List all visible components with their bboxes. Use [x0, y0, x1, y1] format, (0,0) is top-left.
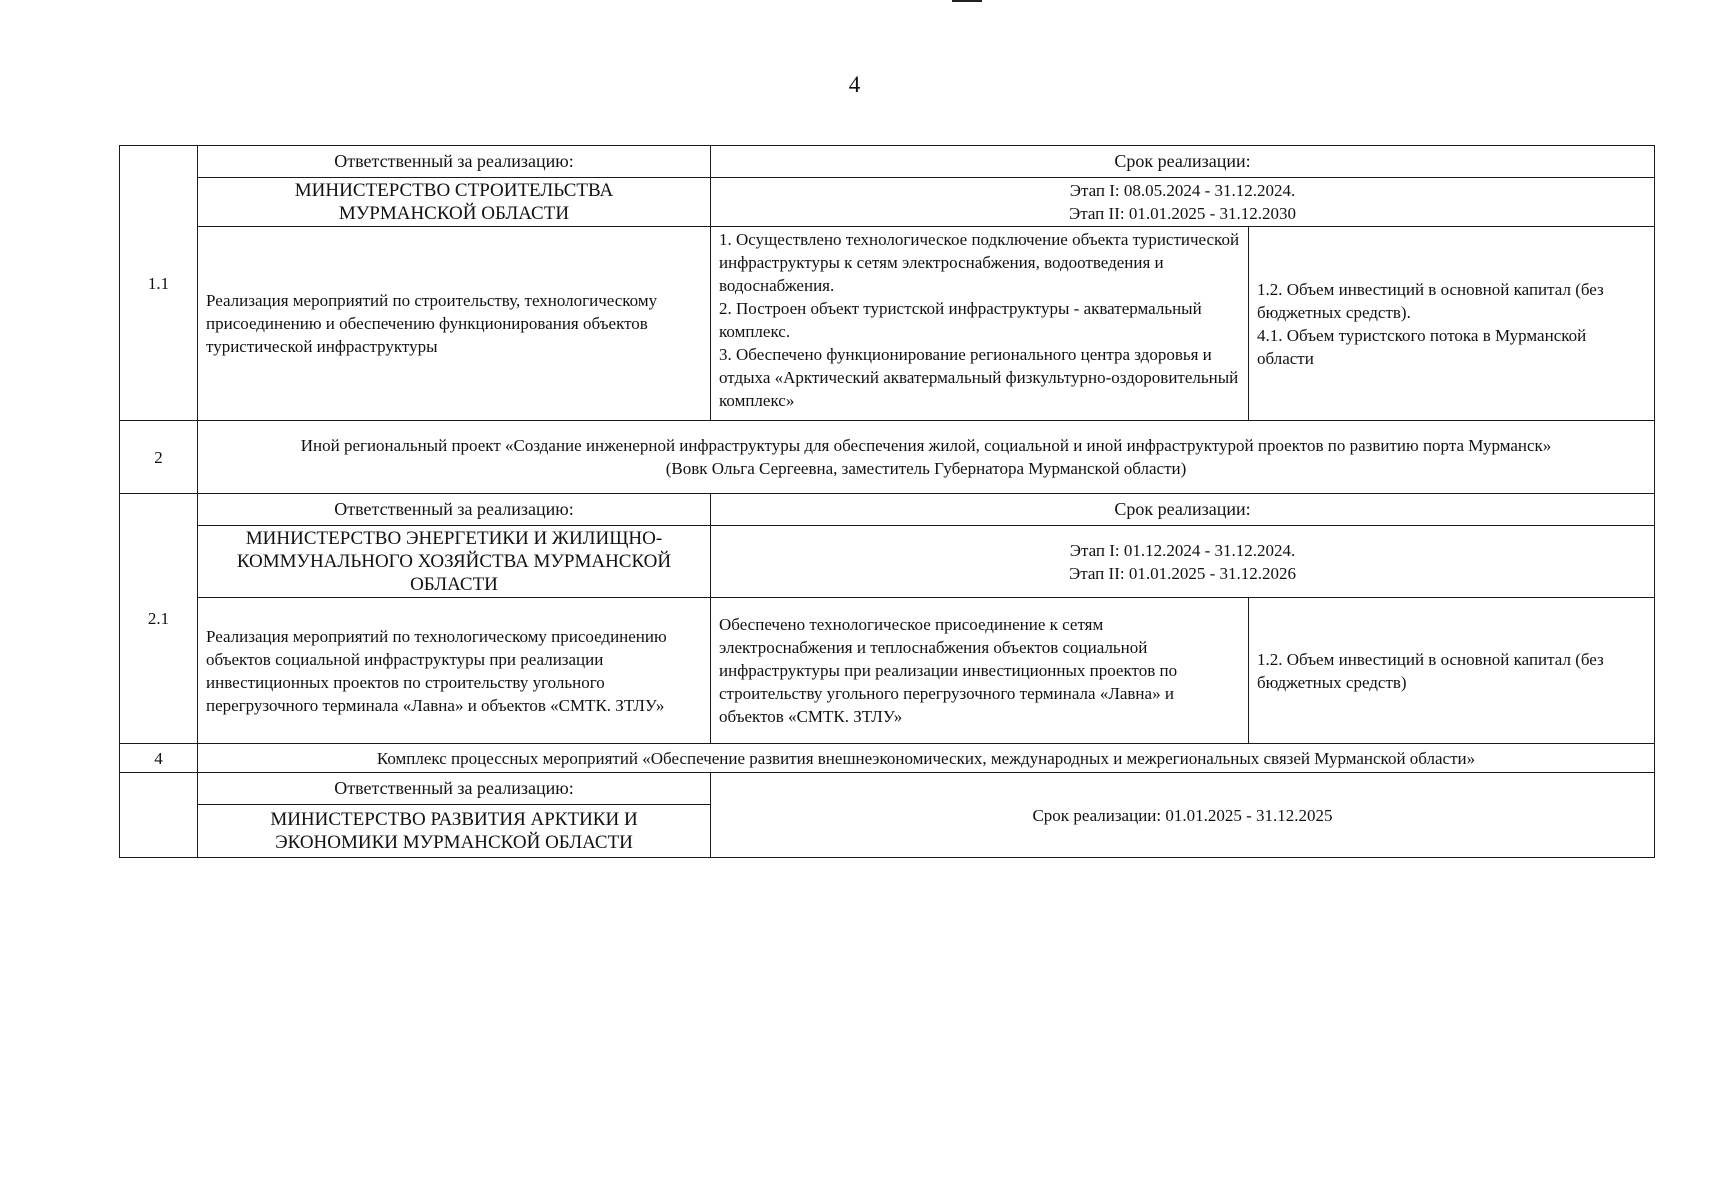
table-row: [120, 146, 1655, 178]
table-row: [120, 773, 1655, 805]
result-item: 3. Обеспечено функционирование регионального центра здоровья и отдыха «Арктический акватермальный физкультурно-оздоровительный комплекс»: [719, 345, 1239, 410]
responsible-header: Ответственный за реализацию:: [198, 494, 711, 526]
term-stage: Этап II: 01.01.2025 - 31.12.2030: [1069, 204, 1296, 223]
responsible-header: Ответственный за реализацию:: [198, 773, 711, 805]
table-row: [120, 421, 1655, 494]
indicators: [1249, 598, 1655, 744]
project-curator: (Вовк Ольга Сергеевна, заместитель Губернатора Мурманской области): [665, 459, 1187, 478]
table-row: [120, 526, 1655, 598]
top-margin-mark: [952, 0, 982, 2]
term-stage: Этап I: 01.12.2024 - 31.12.2024.: [1069, 540, 1296, 560]
responsible-organization: МИНИСТЕРСТВО ЭНЕРГЕТИКИ И ЖИЛИЩНО- КОММУНАЛЬНОГО ХОЗЯЙСТВА МУРМАНСКОЙ ОБЛАСТИ: [198, 526, 711, 598]
row-number: 2: [120, 421, 198, 494]
expected-results: [711, 227, 1249, 421]
task-description: Реализация мероприятий по строительству, технологическому присоединению и обеспечению функционирования объектов туристической инфраструктуры: [198, 227, 711, 421]
term-stage: Этап II: 01.01.2025 - 31.12.2026: [1069, 563, 1296, 583]
term-stages: [711, 526, 1655, 598]
term-header: Срок реализации:: [711, 494, 1655, 526]
indicator-item: 1.2. Объем инвестиций в основной капитал (без бюджетных средств): [1257, 649, 1604, 692]
row-number-empty: [120, 773, 198, 858]
table-row: [120, 227, 1655, 421]
responsible-organization: МИНИСТЕРСТВО РАЗВИТИЯ АРКТИКИ И ЭКОНОМИКИ МУРМАНСКОЙ ОБЛАСТИ: [198, 805, 711, 858]
row-number: 4: [120, 744, 198, 773]
indicator-item: 1.2. Объем инвестиций в основной капитал (без бюджетных средств).: [1257, 279, 1604, 322]
task-description: Реализация мероприятий по технологическому присоединению объектов социальной инфраструктуры при реализации инвестиционных проектов по строительству угольного перегрузочного терминала «Лавна» и объектов «СМТК. ЗТЛУ»: [198, 598, 711, 744]
complex-title: Комплекс процессных мероприятий «Обеспечение развития внешнеэкономических, международных и межрегиональных связей Мурманской области»: [198, 744, 1655, 773]
term-single: Срок реализации: 01.01.2025 - 31.12.2025: [711, 773, 1655, 858]
responsible-organization: МИНИСТЕРСТВО СТРОИТЕЛЬСТВА МУРМАНСКОЙ ОБЛАСТИ: [198, 178, 711, 227]
responsible-header: Ответственный за реализацию:: [198, 146, 711, 178]
table-row: [120, 744, 1655, 773]
indicators: [1249, 227, 1655, 421]
plan-table: [119, 145, 1655, 858]
term-stage: Этап I: 08.05.2024 - 31.12.2024.: [1069, 181, 1296, 200]
expected-results: [711, 598, 1249, 744]
result-item: 1. Осуществлено технологическое подключение объекта туристической инфраструктуры к сетям электроснабжения, водоотведения и водоснабжения.: [719, 230, 1240, 295]
project-title-cell: [198, 421, 1655, 494]
project-title: Иной региональный проект «Создание инженерной инфраструктуры для обеспечения жилой, социальной и иной инфраструктурой проектов по развитию порта Мурманск»: [300, 436, 1552, 455]
table-row: [120, 494, 1655, 526]
page-number: 4: [848, 72, 861, 97]
table-row: [120, 178, 1655, 227]
row-number: 1.1: [120, 146, 198, 421]
term-header: Срок реализации:: [711, 146, 1655, 178]
row-number: 2.1: [120, 494, 198, 744]
result-item: Обеспечено технологическое присоединение к сетям электроснабжения и теплоснабжения объектов социальной инфраструктуры при реализации инвестиционных проектов по строительству угольного перегрузочного терминала «Лавна» и объектов «СМТК. ЗТЛУ»: [719, 615, 1178, 726]
result-item: 2. Построен объект туристской инфраструктуры - акватермальный комплекс.: [719, 299, 1202, 341]
table-row: [120, 598, 1655, 744]
term-stages: [711, 178, 1655, 227]
indicator-item: 4.1. Объем туристского потока в Мурманской области: [1257, 325, 1587, 368]
